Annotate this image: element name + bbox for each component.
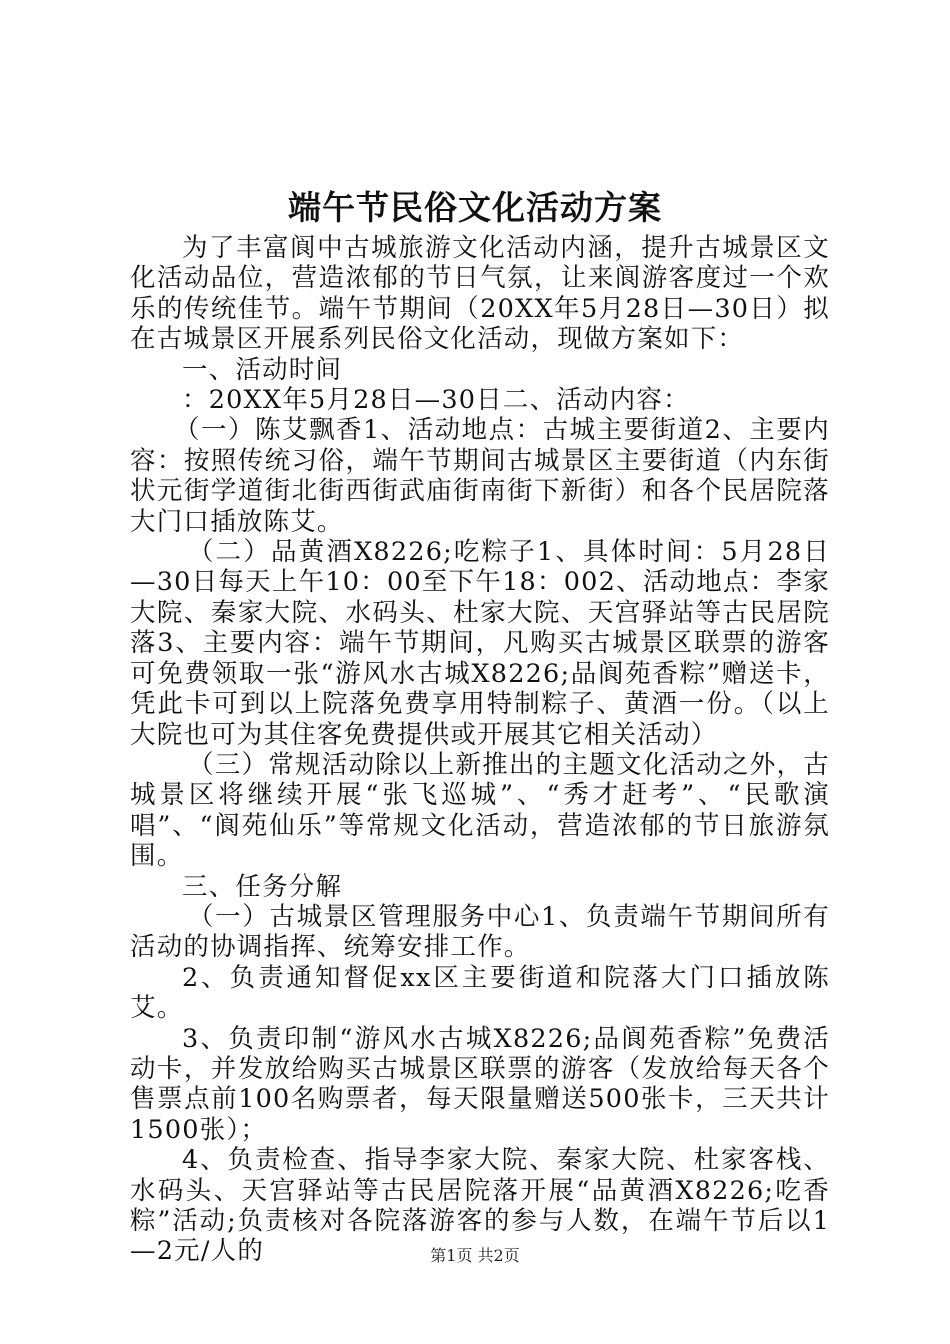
document-title: 端午节民俗文化活动方案 xyxy=(288,188,662,227)
intro-paragraph: 为了丰富阆中古城旅游文化活动内涵，提升古城景区文化活动品位，营造浓郁的节日气氛，让来阆游客度过一个欢乐的传统佳节。端午节期间（20XX年5月28日—30日）拟在古城景区开展系列民俗文化活动，现做方案如下： xyxy=(130,233,830,355)
activity-two-paragraph: （二）品黄酒X8226;吃粽子1、具体时间：5月28日—30日每天上午10：00至下午18：002、活动地点：李家大院、秦家大院、水码头、杜家大院、天宫驿站等古民居院落3、主要内容：端午节期间，凡购买古城景区联票的游客可免费领取一张“游风水古城X8226;品阆苑香粽”赠送卡，凭此卡可到以上院落免费享用特制粽子、黄酒一份。（以上大院也可为其住客免费提供或开展其它相关活动） xyxy=(130,537,830,750)
section-heading-task-breakdown: 三、任务分解 xyxy=(182,871,343,902)
section-heading-activity-time: 一、活动时间 xyxy=(182,354,343,385)
activity-three-paragraph: （三）常规活动除以上新推出的主题文化活动之外，古城景区将继续开展“张飞巡城”、“秀才赶考”、“民歌演唱”、“阆苑仙乐”等常规文化活动，营造浓郁的节日旅游氛围。 xyxy=(130,749,830,872)
document-body xyxy=(130,233,830,1267)
task-two-paragraph: 2、负责通知督促xx区主要街道和院落大门口插放陈艾。 xyxy=(130,962,830,1024)
page-number-footer: 第1页 共2页 xyxy=(430,1246,520,1265)
activity-one-paragraph: （一）陈艾飘香1、活动地点：古城主要街道2、主要内容：按照传统习俗，端午节期间古城景区主要街道（内东街状元街学道街北街西街武庙街南街下新街）和各个民居院落大门口插放陈艾。 xyxy=(130,415,830,537)
task-one-paragraph: （一）古城景区管理服务中心1、负责端午节期间所有活动的协调指挥、统筹安排工作。 xyxy=(130,901,830,963)
task-four-paragraph: 4、负责检查、指导李家大院、秦家大院、杜家客栈、水码头、天宫驿站等古民居院落开展“品黄酒X8226;吃香粽”活动;负责核对各院落游客的参与人数，在端午节后以1—2元/人的 xyxy=(130,1145,830,1267)
activity-time-paragraph: ：20XX年5月28日—30日二、活动内容： xyxy=(182,385,690,416)
task-three-paragraph: 3、负责印制“游风水古城X8226;品阆苑香粽”免费活动卡，并发放给购买古城景区联票的游客（发放给每天各个售票点前100名购票者，每天限量赠送500张卡，三天共计1500张）； xyxy=(130,1023,830,1145)
